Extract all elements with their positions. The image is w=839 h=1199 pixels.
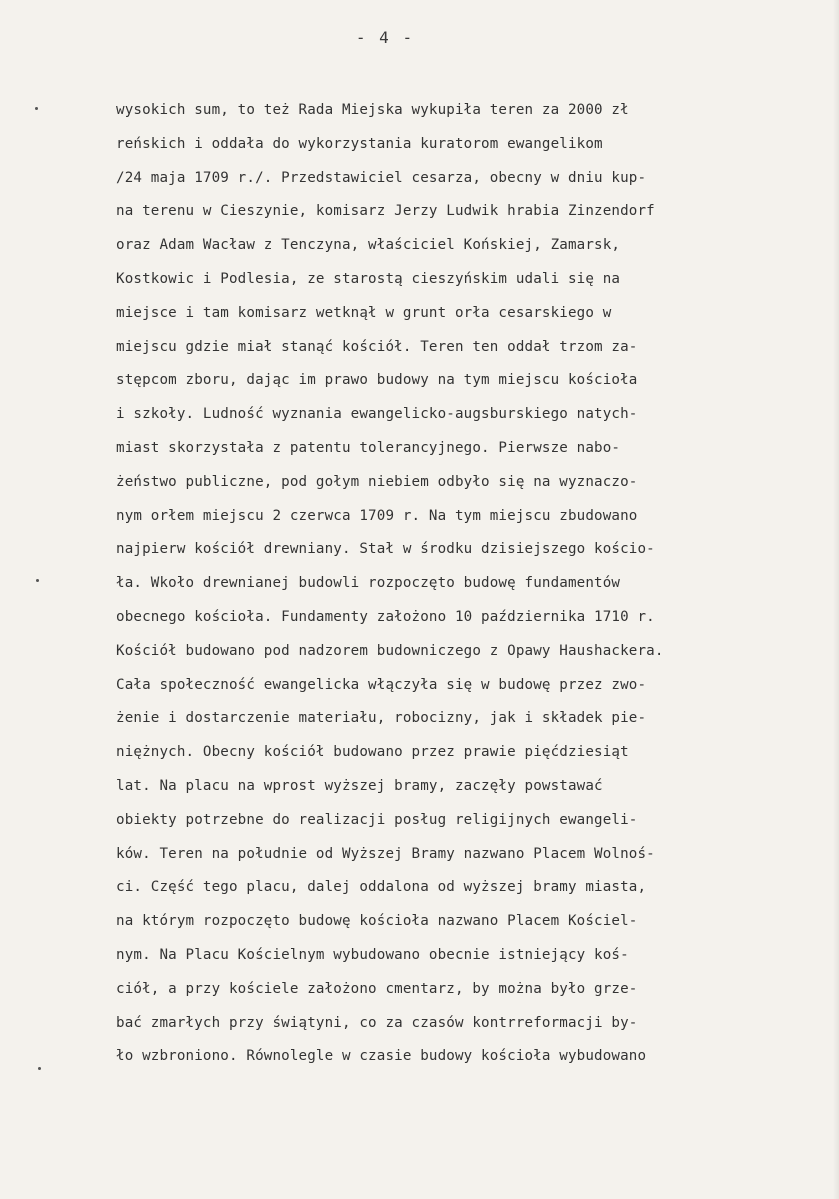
text-line: i szkoły. Ludność wyznania ewangelicko-augsburskiego natych- — [116, 406, 638, 423]
page-number: - 4 - — [355, 28, 415, 47]
text-line: żeństwo publiczne, pod gołym niebiem odbyło się na wyznaczo- — [116, 473, 638, 490]
body-text — [116, 94, 776, 1074]
text-line: miast skorzystała z patentu tolerancyjnego. Pierwsze nabo- — [116, 439, 621, 456]
text-line: ciół, a przy kościele założono cmentarz, by można było grze- — [116, 980, 638, 997]
text-line: Kostkowic i Podlesia, ze starostą cieszyńskim udali się na — [116, 270, 621, 287]
text-line: Kościół budowano pod nadzorem budowniczego z Opawy Haushackera. — [116, 642, 664, 659]
text-line: miejscu gdzie miał stanąć kościół. Teren ten oddał trzom za- — [116, 338, 638, 355]
margin-mark-top — [35, 107, 38, 110]
text-line: na którym rozpoczęto budowę kościoła nazwano Placem Kościel- — [116, 913, 638, 930]
text-line: obiekty potrzebne do realizacji posług religijnych ewangeli- — [116, 811, 638, 828]
text-line: bać zmarłych przy świątyni, co za czasów kontrreformacji by- — [116, 1014, 638, 1031]
text-line: wysokich sum, to też Rada Miejska wykupiła teren za 2000 zł — [116, 102, 629, 118]
text-line: ło wzbroniono. Równolegle w czasie budowy kościoła wybudowano — [116, 1048, 647, 1065]
text-line: na terenu w Cieszynie, komisarz Jerzy Ludwik hrabia Zinzendorf — [116, 203, 655, 220]
text-line: nym orłem miejscu 2 czerwca 1709 r. Na tym miejscu zbudowano — [116, 507, 638, 524]
text-line: nym. Na Placu Kościelnym wybudowano obecnie istniejący koś- — [116, 946, 629, 963]
text-line: stępcom zboru, dając im prawo budowy na tym miejscu kościoła — [116, 372, 638, 389]
text-line: /24 maja 1709 r./. Przedstawiciel cesarza, obecny w dniu kup- — [116, 169, 647, 186]
page-edge-shadow — [833, 0, 839, 1199]
margin-mark-middle — [36, 579, 39, 582]
text-line: obecnego kościoła. Fundamenty założono 10 października 1710 r. — [116, 608, 655, 625]
text-line: niężnych. Obecny kościół budowano przez prawie pięćdziesiąt — [116, 744, 629, 761]
text-line: lat. Na placu na wprost wyższej bramy, zaczęły powstawać — [116, 777, 603, 794]
text-line: oraz Adam Wacław z Tenczyna, właściciel Końskiej, Zamarsk, — [116, 237, 621, 254]
text-line: reńskich i oddała do wykorzystania kuratorom ewangelikom — [116, 135, 603, 152]
text-line: miejsce i tam komisarz wetknął w grunt orła cesarskiego w — [116, 304, 612, 321]
margin-mark-bottom — [38, 1067, 41, 1070]
text-line: ła. Wkoło drewnianej budowli rozpoczęto budowę fundamentów — [116, 575, 621, 592]
text-line: żenie i dostarczenie materiału, robocizny, jak i składek pie- — [116, 710, 647, 727]
text-line: najpierw kościół drewniany. Stał w środku dzisiejszego kościo- — [116, 541, 655, 558]
text-line: ci. Część tego placu, dalej oddalona od wyższej bramy miasta, — [116, 879, 647, 896]
text-line: ków. Teren na południe od Wyższej Bramy nazwano Placem Wolnoś- — [116, 845, 655, 862]
text-line: Cała społeczność ewangelicka włączyła się w budowę przez zwo- — [116, 676, 647, 693]
